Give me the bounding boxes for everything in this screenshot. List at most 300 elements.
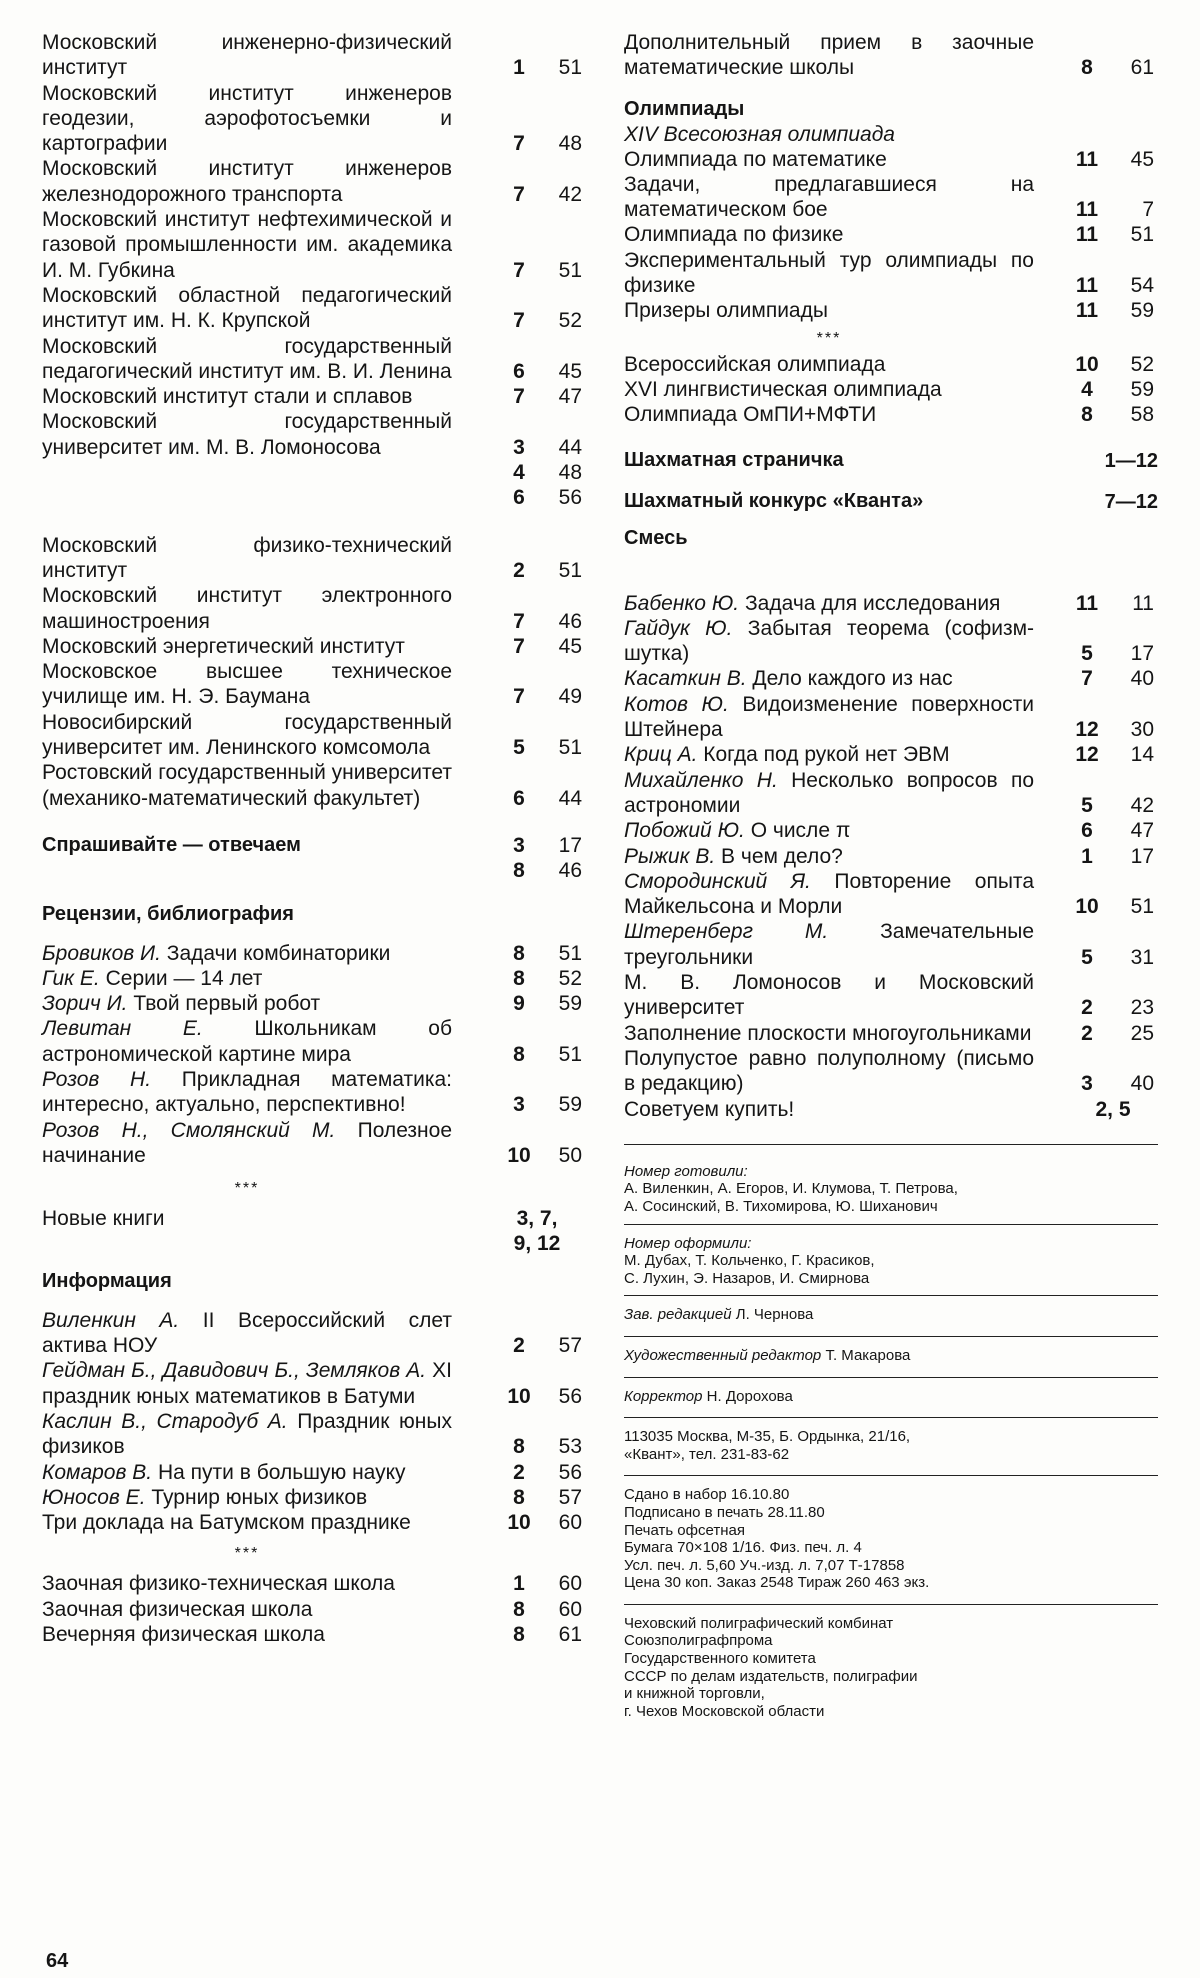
entry-title: Советуем купить! — [624, 1097, 795, 1121]
entry-title: Повторение опыта Майкельсона и Морли — [624, 869, 1034, 919]
entry-text — [42, 384, 452, 409]
issue-number: 2 — [513, 558, 525, 582]
print-line-2: Подписано в печать 28.11.80 — [624, 1503, 825, 1521]
page-ref: 40 — [1130, 667, 1154, 691]
entry-author: Розов Н., Смолянский М. — [42, 1118, 336, 1142]
issue-number: 6 — [513, 786, 525, 810]
toc-entry — [624, 352, 1158, 377]
toc-entry — [42, 1118, 582, 1169]
entry-author: Зорич И. — [42, 992, 128, 1016]
issue-number: 12 — [1075, 718, 1099, 742]
entry-text — [624, 818, 1034, 843]
imprint-proof — [624, 1377, 1158, 1418]
entry-title: Московский институт стали и сплавов — [42, 385, 413, 409]
issue-number: 11 — [1075, 591, 1099, 615]
toc-entry — [42, 941, 582, 966]
print-line-4: Бумага 70×108 1/16. Физ. печ. л. 4 — [624, 1539, 862, 1557]
issue-number: 10 — [1075, 352, 1099, 376]
entry-title: Праздник юных физиков — [42, 1409, 452, 1459]
entry-text — [42, 1409, 452, 1460]
entry-text — [624, 147, 1034, 172]
issue-number: 11 — [1075, 223, 1099, 247]
issue-range: 1—12 — [1104, 449, 1158, 472]
page-ref: 59 — [1130, 299, 1154, 323]
institutes-list — [42, 30, 582, 460]
page-ref: 51 — [558, 56, 582, 80]
separator-stars: *** — [816, 329, 842, 347]
issue-number: 10 — [507, 1511, 531, 1535]
entry-title: Московское высшее техническое училище им. Н. Э. Баумана — [42, 660, 452, 709]
toc-entry — [42, 1308, 582, 1359]
olympiad-subheading: XIV Всесоюзная олимпиада — [624, 122, 895, 146]
olympiad-list-2 — [624, 352, 1158, 428]
page-ref: 51 — [558, 941, 582, 965]
entry-title: Видоизменение поверхности Штейнера — [624, 692, 1034, 742]
designed-names-1: М. Дубах, Т. Кольченко, Г. Красиков, — [624, 1252, 875, 1270]
art-label: Художественный редактор — [624, 1346, 822, 1364]
issue-number: 8 — [513, 859, 525, 883]
entry-title: XVI лингвистическая олимпиада — [624, 377, 942, 401]
toc-entry — [42, 1460, 582, 1485]
entry-title: Задачи комбинаторики — [166, 941, 391, 965]
page-ref: 54 — [1130, 274, 1154, 298]
entry-title: Заполнение плоскости многоугольниками — [624, 1021, 1032, 1045]
issue-number: 1 — [513, 56, 525, 80]
mgu-extra-row — [42, 460, 582, 485]
entry-title: II Всероссийский слет актива НОУ — [42, 1308, 452, 1358]
advise-entry — [624, 1097, 1158, 1122]
entry-author: Криц А. — [624, 743, 698, 767]
toc-entry — [42, 533, 582, 584]
page-ref: 47 — [1130, 819, 1154, 843]
entry-text — [42, 1460, 452, 1485]
chess-page-row — [624, 448, 1158, 473]
entry-title: Замечательные треугольники — [624, 920, 1034, 969]
issue-number: 7 — [513, 309, 525, 333]
ask-row — [42, 858, 582, 883]
entry-author: Гайдук Ю. — [624, 616, 733, 640]
issue-number: 5 — [513, 736, 525, 760]
imprint-head — [624, 1295, 1158, 1336]
entry-text — [624, 844, 1034, 869]
issue-number: 3, 7, — [516, 1207, 558, 1231]
plant-line-1: Чеховский полиграфический комбинат — [624, 1614, 894, 1632]
issue-number: 1 — [513, 1572, 525, 1596]
print-line-1: Сдано в набор 16.10.80 — [624, 1486, 790, 1504]
issue-number: 8 — [513, 941, 525, 965]
toc-entry — [42, 760, 582, 811]
issue-number: 5 — [1081, 945, 1093, 969]
entry-title: О числе π — [750, 819, 851, 843]
page-ref: 42 — [1130, 793, 1154, 817]
page-ref: 46 — [558, 609, 582, 633]
issue-number: 11 — [1075, 147, 1099, 171]
section-heading-info: Информация — [42, 1269, 172, 1292]
entry-text — [42, 634, 452, 659]
issue-number: 8 — [1081, 56, 1093, 80]
page-ref: 57 — [558, 1485, 582, 1509]
entry-title: Дело каждого из нас — [752, 667, 953, 691]
page-ref: 40 — [1130, 1072, 1154, 1096]
imprint-address — [624, 1417, 1158, 1475]
entry-text — [42, 966, 452, 991]
entry-title: Дополнительный прием в заочные математические школы — [624, 31, 1034, 80]
entry-text — [624, 666, 1034, 691]
page-ref: 59 — [558, 992, 582, 1016]
issue-number: 7 — [1081, 667, 1093, 691]
page-ref: 14 — [1130, 743, 1154, 767]
issue-number: 5 — [1081, 793, 1093, 817]
misc-list — [624, 591, 1158, 1097]
issue-number: 8 — [513, 1435, 525, 1459]
issue-number: 7 — [513, 132, 525, 156]
entry-title: Московский физико-технический институт — [42, 533, 452, 582]
entry-text — [42, 760, 452, 811]
print-line-5: Усл. печ. л. 5,60 Уч.-изд. л. 7,07 Т-17858 — [624, 1556, 905, 1574]
page-ref: 17 — [1130, 844, 1154, 868]
prepared-label: Номер готовили: — [624, 1162, 748, 1180]
imprint — [624, 1144, 1158, 1729]
page-ref: 51 — [1130, 223, 1154, 247]
right-column — [624, 30, 1158, 1728]
plant-line-5: и книжной торговли, — [624, 1685, 765, 1703]
toc-entry — [624, 844, 1158, 869]
toc-entry — [624, 692, 1158, 743]
entry-text — [42, 941, 452, 966]
issue-number: 10 — [507, 1384, 531, 1408]
entry-text — [42, 81, 452, 157]
toc-entry — [624, 919, 1158, 970]
issue-number: 8 — [513, 966, 525, 990]
page-ref: 51 — [558, 258, 582, 282]
issue-number: 7 — [513, 258, 525, 282]
issue-number: 10 — [1075, 895, 1099, 919]
entry-title: Когда под рукой нет ЭВМ — [703, 743, 950, 767]
entry-text — [624, 692, 1034, 743]
print-line-3: Печать офсетная — [624, 1521, 745, 1539]
page-ref: 60 — [558, 1597, 582, 1621]
entry-author: Розов Н. — [42, 1067, 152, 1091]
page-ref: 60 — [558, 1511, 582, 1535]
issue-number: 7 — [513, 182, 525, 206]
toc-entry — [42, 1571, 582, 1596]
entry-title: Три доклада на Батумском празднике — [42, 1511, 411, 1535]
entry-text — [624, 970, 1034, 1021]
page-ref: 48 — [558, 461, 582, 485]
toc-entry — [42, 81, 582, 157]
page-ref: 45 — [558, 359, 582, 383]
toc-entry — [42, 1597, 582, 1622]
page-ref: 11 — [1132, 591, 1154, 615]
head-name: Л. Чернова — [735, 1306, 814, 1324]
toc-entry — [42, 1358, 582, 1409]
page-ref: 59 — [558, 1093, 582, 1117]
entry-text — [624, 1046, 1034, 1097]
toc-entry — [624, 970, 1158, 1021]
entry-author: Комаров В. — [42, 1460, 153, 1484]
imprint-designed — [624, 1224, 1158, 1296]
entry-author: Каслин В., Стародуб А. — [42, 1409, 288, 1433]
entry-text — [624, 919, 1034, 970]
page-ref: 48 — [558, 132, 582, 156]
toc-entry — [42, 966, 582, 991]
entry-author: Гейдман Б., Давидович Б., Земляков А. — [42, 1359, 427, 1383]
toc-entry — [624, 248, 1158, 299]
page-ref: 51 — [558, 736, 582, 760]
toc-entry — [624, 742, 1158, 767]
left-column — [42, 30, 582, 1647]
entry-title: XI праздник юных математиков в Батуми — [42, 1359, 452, 1408]
entry-text — [42, 1485, 452, 1510]
entry-text — [42, 1016, 452, 1067]
page-ref: 51 — [558, 558, 582, 582]
issue-number: 3 — [513, 833, 525, 857]
proof-name: Н. Дорохова — [706, 1387, 793, 1405]
schools-list — [42, 1571, 582, 1647]
entry-title: Новые книги — [42, 1207, 165, 1231]
issue-number: 6 — [513, 486, 525, 510]
entry-title: Московский энергетический институт — [42, 634, 405, 658]
issue-number: 6 — [1081, 819, 1093, 843]
plant-line-2: Союзполиграфпрома — [624, 1632, 773, 1650]
page-ref: 57 — [558, 1334, 582, 1358]
entry-title: Забытая теорема (софизм-шутка) — [624, 616, 1035, 666]
entry-text — [42, 583, 452, 634]
entry-author: Котов Ю. — [624, 692, 729, 716]
page-ref: 25 — [1130, 1021, 1154, 1045]
imprint-print — [624, 1475, 1158, 1604]
entry-author: Михайленко Н. — [624, 768, 778, 792]
head-label: Зав. редакцией — [624, 1306, 732, 1324]
entry-text — [624, 352, 1034, 377]
issue-number: 8 — [513, 1485, 525, 1509]
imprint-prepared — [624, 1144, 1158, 1224]
toc-entry — [42, 991, 582, 1016]
entry-text — [42, 1510, 452, 1535]
entry-title: Полупустое равно полуполному (письмо в редакцию) — [624, 1046, 1034, 1096]
section-heading-misc: Смесь — [624, 526, 688, 549]
entry-text — [624, 222, 1034, 247]
entry-title: Московский институт инженеров геодезии, аэрофотосъемки и картографии — [42, 81, 452, 156]
page-ref: 56 — [558, 486, 582, 510]
issue-number: 9 — [513, 992, 525, 1016]
entry-text — [624, 616, 1034, 667]
entry-title: Московский институт инженеров железнодорожного транспорта — [42, 157, 452, 206]
entry-title: Московский инженерно-физический институт — [42, 31, 452, 80]
entry-title: Олимпиада по физике — [624, 223, 844, 247]
extra-admission-entry — [624, 30, 1158, 81]
toc-entry — [624, 298, 1158, 323]
entry-text — [624, 172, 1034, 223]
entry-text — [624, 742, 1034, 767]
toc-entry — [42, 583, 582, 634]
entry-text — [42, 283, 452, 334]
entry-title: Несколько вопросов по астрономии — [624, 768, 1034, 817]
entry-author: Бровиков И. — [42, 941, 161, 965]
entry-text — [42, 156, 452, 207]
prepared-names-2: А. Сосинский, В. Тихомирова, Ю. Шиханович — [624, 1197, 938, 1215]
entry-text — [624, 377, 1034, 402]
issue-range: 7—12 — [1104, 490, 1158, 513]
entry-title: Полезное начинание — [42, 1118, 452, 1167]
entry-title: Экспериментальный тур олимпиады по физике — [624, 248, 1034, 298]
issue-number: 11 — [1075, 198, 1099, 222]
toc-entry — [42, 156, 582, 207]
plant-line-4: СССР по делам издательств, полиграфии — [624, 1667, 918, 1685]
issue-number: 8 — [1081, 403, 1093, 427]
entry-title: Вечерняя физическая школа — [42, 1623, 325, 1647]
art-name: Т. Макарова — [825, 1346, 911, 1364]
page-ref: 49 — [558, 685, 582, 709]
issue-number: 7 — [513, 685, 525, 709]
entry-author: Виленкин А. — [42, 1308, 180, 1332]
page-ref: 30 — [1130, 718, 1154, 742]
olympiad-list — [624, 147, 1158, 324]
info-list — [42, 1308, 582, 1536]
issue-number: 3 — [513, 435, 525, 459]
entry-title: Заочная физико-техническая школа — [42, 1572, 395, 1596]
imprint-art — [624, 1336, 1158, 1377]
page-ref: 44 — [558, 435, 582, 459]
toc-entry — [42, 710, 582, 761]
section-heading-chess: Шахматная страничка — [624, 448, 844, 471]
toc-entry — [42, 659, 582, 710]
entry-title: Прикладная математика: интересно, актуально, перспективно! — [42, 1067, 452, 1117]
toc-entry — [624, 402, 1158, 427]
entry-author: Побожий Ю. — [624, 819, 745, 843]
toc-entry — [42, 1485, 582, 1510]
toc-entry — [42, 634, 582, 659]
ask-row — [42, 833, 582, 858]
section-heading-reviews: Рецензии, библиография — [42, 902, 294, 925]
entry-text — [42, 334, 452, 385]
toc-entry — [42, 1016, 582, 1067]
toc-entry — [42, 1510, 582, 1535]
entry-text — [624, 1021, 1034, 1046]
designed-label: Номер оформили: — [624, 1234, 752, 1252]
entry-text — [42, 1118, 452, 1169]
toc-entry — [624, 1046, 1158, 1097]
toc-entry — [624, 591, 1158, 616]
entry-title: Задача для исследования — [744, 591, 1001, 615]
toc-entry — [624, 222, 1158, 247]
page-ref: 50 — [558, 1143, 582, 1167]
toc-entry — [624, 818, 1158, 843]
issue-number: 2, 5 — [1095, 1097, 1131, 1121]
entry-text — [624, 402, 1034, 427]
toc-entry — [624, 768, 1158, 819]
entry-text — [624, 248, 1034, 299]
issue-number: 11 — [1075, 274, 1099, 298]
toc-entry — [42, 384, 582, 409]
entry-author: Рыжик В. — [624, 844, 716, 868]
entry-text — [42, 710, 452, 761]
chess-contest-row — [624, 489, 1158, 514]
entry-title: Заочная физическая школа — [42, 1597, 313, 1621]
entry-title: Задачи, предлагавшиеся на математическом бое — [624, 172, 1034, 222]
entry-title: Олимпиада по математике — [624, 147, 887, 171]
entry-author: Штеренберг М. — [624, 920, 829, 944]
toc-entry — [42, 30, 582, 81]
toc-entry — [42, 334, 582, 385]
institutes-list-2 — [42, 533, 582, 811]
page-ref: 53 — [558, 1435, 582, 1459]
separator-stars: *** — [234, 1180, 260, 1198]
issue-number: 4 — [513, 461, 525, 485]
mgu-extra-row — [42, 485, 582, 510]
toc-entry — [624, 172, 1158, 223]
issue-number: 5 — [1081, 642, 1093, 666]
entry-author: Смородинский Я. — [624, 869, 811, 893]
entry-text — [42, 1571, 452, 1596]
entry-text — [42, 1067, 452, 1118]
page-ref: 47 — [558, 385, 582, 409]
issue-number: 1 — [1081, 844, 1093, 868]
issue-number: 3 — [1081, 1072, 1093, 1096]
issue-number: 3 — [513, 1093, 525, 1117]
issue-number: 8 — [513, 1042, 525, 1066]
page-ref: 52 — [558, 966, 582, 990]
entry-author: Гик Е. — [42, 966, 100, 990]
issue-number: 10 — [507, 1143, 531, 1167]
page-ref: 31 — [1130, 945, 1154, 969]
entry-text — [42, 409, 452, 460]
issue-number: 2 — [513, 1460, 525, 1484]
entry-title: Московский государственный университет им. М. В. Ломоносова — [42, 410, 452, 459]
toc-entry — [42, 1067, 582, 1118]
toc-entry — [42, 409, 582, 460]
issue-number: 2 — [513, 1334, 525, 1358]
page-ref: 60 — [558, 1572, 582, 1596]
entry-text — [624, 591, 1034, 616]
address-line-1: 113035 Москва, М-35, Б. Ордынка, 21/16, — [624, 1428, 911, 1446]
page-ref: 52 — [558, 309, 582, 333]
entry-author: Левитан Е. — [42, 1017, 203, 1041]
entry-title: Московский институт нефтехимической и газовой промышленности им. академика И. М. Губкина — [42, 208, 452, 282]
imprint-plant — [624, 1604, 1158, 1729]
entry-title: Турнир юных физиков — [151, 1485, 368, 1509]
entry-author: Касаткин В. — [624, 667, 747, 691]
page-ref: 17 — [1130, 642, 1154, 666]
toc-entry — [624, 147, 1158, 172]
issue-number: 2 — [1081, 1021, 1093, 1045]
entry-title: Серии — 14 лет — [105, 966, 263, 990]
issue-number: 8 — [513, 1597, 525, 1621]
entry-title: Олимпиада ОмПИ+МФТИ — [624, 403, 877, 427]
issue-number: 12 — [1075, 743, 1099, 767]
page-ref: 58 — [1130, 403, 1154, 427]
issue-number: 7 — [513, 609, 525, 633]
issue-number: 6 — [513, 359, 525, 383]
page-ref: 45 — [1130, 147, 1154, 171]
toc-entry — [624, 869, 1158, 920]
entry-text — [42, 30, 452, 81]
page-ref: 56 — [558, 1384, 582, 1408]
issue-number: 2 — [1081, 996, 1093, 1020]
new-books-entry — [42, 1206, 582, 1231]
toc-entry — [624, 666, 1158, 691]
issue-number: 8 — [513, 1623, 525, 1647]
new-books-issues-2 — [42, 1231, 582, 1256]
entry-text — [42, 991, 452, 1016]
toc-entry — [624, 616, 1158, 667]
page-ref: 59 — [1130, 377, 1154, 401]
toc-entry — [42, 207, 582, 283]
entry-text — [42, 659, 452, 710]
toc-entry — [42, 1622, 582, 1647]
page-ref: 51 — [558, 1042, 582, 1066]
toc-entry — [624, 377, 1158, 402]
